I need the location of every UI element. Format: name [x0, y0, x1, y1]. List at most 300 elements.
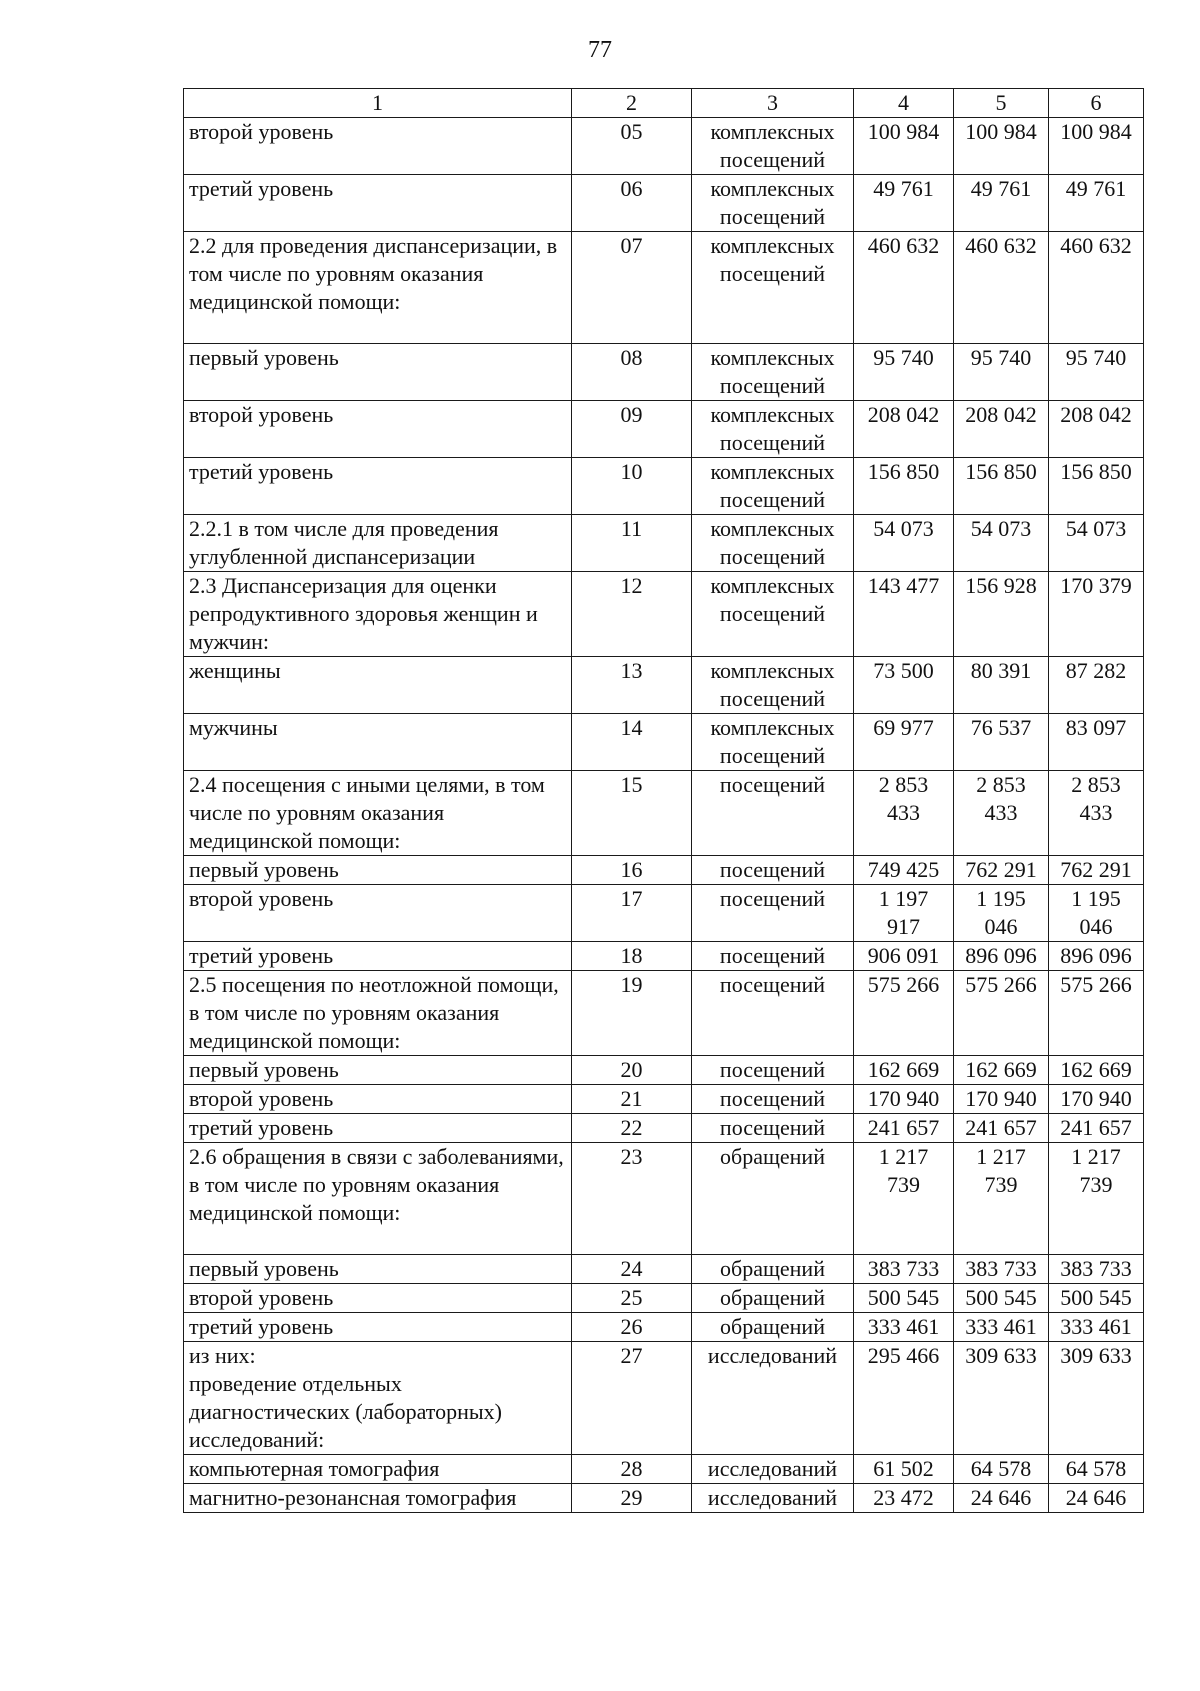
value-cell-col6 [1049, 1085, 1144, 1114]
row-unit-cell [692, 1313, 854, 1342]
unit-line: посещений [719, 686, 826, 711]
row-code-cell: 27 [572, 1342, 692, 1455]
value-line: 046 [1079, 914, 1113, 939]
value-line: 500 545 [965, 1285, 1037, 1310]
value-cell-col5 [954, 856, 1049, 885]
unit-line: комплексных [710, 459, 835, 484]
value-line: 460 632 [965, 233, 1037, 258]
row-unit-cell [692, 401, 854, 458]
row-unit-cell [692, 175, 854, 232]
value-line: 100 984 [1060, 119, 1132, 144]
row-code-cell: 06 [572, 175, 692, 232]
table-row [184, 1313, 1144, 1342]
value-cell-col5 [954, 1085, 1049, 1114]
unit-line: посещений [719, 204, 826, 229]
unit-line: комплексных [710, 176, 835, 201]
value-cell-col4 [854, 1313, 954, 1342]
row-code-cell: 18 [572, 942, 692, 971]
value-line: 460 632 [867, 233, 940, 258]
row-unit-cell [692, 971, 854, 1056]
value-cell-col6 [1049, 572, 1144, 657]
value-cell-col5 [954, 1284, 1049, 1313]
table-row [184, 771, 1144, 856]
row-unit-cell [692, 515, 854, 572]
table-row [184, 344, 1144, 401]
table-row [184, 1255, 1144, 1284]
value-line: 156 850 [1060, 459, 1132, 484]
value-line: 156 928 [965, 573, 1037, 598]
row-code-cell: 19 [572, 971, 692, 1056]
row-name-cell: второй уровень [184, 1284, 572, 1313]
value-cell-col4 [854, 1056, 954, 1085]
value-line: 162 669 [867, 1057, 940, 1082]
value-line: 95 740 [970, 345, 1032, 370]
value-line: 575 266 [965, 972, 1037, 997]
value-cell-col5 [954, 885, 1049, 942]
value-line: 749 425 [867, 857, 940, 882]
value-line: 87 282 [1065, 658, 1127, 683]
value-line: 309 633 [965, 1343, 1037, 1368]
table-row [184, 1484, 1144, 1513]
value-cell-col6 [1049, 942, 1144, 971]
table-row [184, 515, 1144, 572]
row-code-cell: 14 [572, 714, 692, 771]
row-unit-cell [692, 1143, 854, 1255]
row-name-cell: 2.2 для проведения диспансеризации, в том числе по уровням оказания медицинской помощи: [184, 232, 572, 344]
value-line: 95 740 [873, 345, 934, 370]
value-cell-col4 [854, 1484, 954, 1513]
row-name-cell: компьютерная томография [184, 1455, 572, 1484]
unit-line: комплексных [710, 715, 835, 740]
value-cell-col4 [854, 1284, 954, 1313]
unit-line: посещений [719, 743, 826, 768]
value-cell-col5 [954, 1313, 1049, 1342]
unit-line: посещений [719, 943, 826, 968]
value-cell-col6 [1049, 1255, 1144, 1284]
table-row [184, 1342, 1144, 1455]
value-cell-col5 [954, 344, 1049, 401]
unit-line: комплексных [710, 573, 835, 598]
value-cell-col5 [954, 1114, 1049, 1143]
value-line: 49 761 [1065, 176, 1127, 201]
row-unit-cell [692, 1085, 854, 1114]
row-code-cell: 28 [572, 1455, 692, 1484]
value-cell-col4 [854, 344, 954, 401]
value-cell-col4 [854, 1143, 954, 1255]
row-code-cell: 17 [572, 885, 692, 942]
value-cell-col4 [854, 401, 954, 458]
header-cell-3: 3 [692, 89, 854, 118]
value-line: 762 291 [1060, 857, 1132, 882]
row-unit-cell [692, 657, 854, 714]
value-line: 1 195 [1071, 886, 1121, 911]
value-line: 333 461 [1060, 1314, 1132, 1339]
table-row [184, 458, 1144, 515]
value-cell-col6 [1049, 1284, 1144, 1313]
unit-line: посещений [719, 886, 826, 911]
unit-line: комплексных [710, 402, 835, 427]
row-name-cell: второй уровень [184, 885, 572, 942]
unit-line: посещений [719, 972, 826, 997]
value-cell-col5 [954, 971, 1049, 1056]
value-cell-col4 [854, 942, 954, 971]
value-cell-col5 [954, 771, 1049, 856]
value-line: 49 761 [873, 176, 934, 201]
value-cell-col4 [854, 572, 954, 657]
row-code-cell: 15 [572, 771, 692, 856]
row-name-cell: 2.4 посещения с иными целями, в том числе по уровням оказания медицинской помощи: [184, 771, 572, 856]
unit-line: обращений [720, 1314, 825, 1339]
header-cell-1: 1 [184, 89, 572, 118]
value-cell-col4 [854, 1455, 954, 1484]
row-name-cell: 2.2.1 в том числе для проведения углубленной диспансеризации [184, 515, 572, 572]
value-cell-col5 [954, 175, 1049, 232]
table-row [184, 942, 1144, 971]
value-line: 143 477 [867, 573, 940, 598]
value-line: 383 733 [1060, 1256, 1132, 1281]
value-line: 100 984 [965, 119, 1037, 144]
value-cell-col4 [854, 885, 954, 942]
row-unit-cell [692, 1056, 854, 1085]
table-row [184, 1085, 1144, 1114]
unit-line: комплексных [710, 345, 835, 370]
value-line: 54 073 [970, 516, 1032, 541]
row-name-cell: третий уровень [184, 1114, 572, 1143]
row-unit-cell [692, 344, 854, 401]
value-line: 208 042 [965, 402, 1037, 427]
value-line: 1 197 [878, 886, 929, 911]
row-code-cell: 29 [572, 1484, 692, 1513]
value-line: 2 853 [878, 772, 929, 797]
value-line: 241 657 [867, 1115, 940, 1140]
value-cell-col4 [854, 856, 954, 885]
value-line: 500 545 [1060, 1285, 1132, 1310]
value-cell-col6 [1049, 458, 1144, 515]
value-cell-col4 [854, 1255, 954, 1284]
value-line: 170 940 [867, 1086, 940, 1111]
value-cell-col6 [1049, 1143, 1144, 1255]
value-cell-col6 [1049, 1313, 1144, 1342]
table-row [184, 1056, 1144, 1085]
unit-line: посещений [719, 1086, 826, 1111]
value-line: 170 940 [1060, 1086, 1132, 1111]
row-code-cell: 05 [572, 118, 692, 175]
value-line: 333 461 [867, 1314, 940, 1339]
unit-line: исследований [707, 1485, 838, 1510]
value-line: 1 217 [976, 1144, 1026, 1169]
table-row [184, 714, 1144, 771]
unit-line: посещений [719, 147, 826, 172]
row-unit-cell [692, 942, 854, 971]
value-line: 156 850 [867, 459, 940, 484]
value-cell-col6 [1049, 401, 1144, 458]
value-line: 500 545 [867, 1285, 940, 1310]
value-cell-col4 [854, 515, 954, 572]
row-unit-cell [692, 572, 854, 657]
row-code-cell: 20 [572, 1056, 692, 1085]
value-cell-col5 [954, 458, 1049, 515]
value-line: 156 850 [965, 459, 1037, 484]
unit-line: посещений [719, 261, 826, 286]
value-line: 906 091 [867, 943, 940, 968]
value-line: 162 669 [1060, 1057, 1132, 1082]
value-cell-col5 [954, 232, 1049, 344]
row-code-cell: 16 [572, 856, 692, 885]
row-code-cell: 08 [572, 344, 692, 401]
value-line: 2 853 [1071, 772, 1121, 797]
value-cell-col5 [954, 1255, 1049, 1284]
row-code-cell: 10 [572, 458, 692, 515]
value-cell-col4 [854, 1085, 954, 1114]
row-code-cell: 22 [572, 1114, 692, 1143]
value-line: 83 097 [1065, 715, 1127, 740]
value-line: 23 472 [873, 1485, 934, 1510]
value-cell-col5 [954, 714, 1049, 771]
value-line: 61 502 [873, 1456, 934, 1481]
value-line: 54 073 [1065, 516, 1127, 541]
table-row [184, 1455, 1144, 1484]
value-line: 433 [984, 800, 1018, 825]
value-line: 575 266 [867, 972, 940, 997]
row-unit-cell [692, 1255, 854, 1284]
value-line: 383 733 [965, 1256, 1037, 1281]
page-number: 77 [588, 37, 612, 63]
row-unit-cell [692, 1114, 854, 1143]
row-unit-cell [692, 1284, 854, 1313]
row-name-cell: второй уровень [184, 401, 572, 458]
value-cell-col5 [954, 515, 1049, 572]
value-cell-col6 [1049, 232, 1144, 344]
value-line: 241 657 [1060, 1115, 1132, 1140]
value-line: 1 217 [1071, 1144, 1121, 1169]
value-line: 575 266 [1060, 972, 1132, 997]
value-cell-col5 [954, 657, 1049, 714]
value-line: 49 761 [970, 176, 1032, 201]
value-cell-col6 [1049, 714, 1144, 771]
row-unit-cell [692, 458, 854, 515]
header-cell-2: 2 [572, 89, 692, 118]
unit-line: комплексных [710, 658, 835, 683]
unit-line: комплексных [710, 516, 835, 541]
value-line: 383 733 [867, 1256, 940, 1281]
row-code-cell: 13 [572, 657, 692, 714]
volume-table [183, 88, 1144, 1513]
value-cell-col6 [1049, 175, 1144, 232]
value-line: 170 379 [1060, 573, 1132, 598]
row-unit-cell [692, 856, 854, 885]
value-line: 54 073 [873, 516, 934, 541]
value-cell-col5 [954, 1342, 1049, 1455]
value-cell-col5 [954, 1143, 1049, 1255]
value-cell-col6 [1049, 885, 1144, 942]
value-line: 24 646 [970, 1485, 1032, 1510]
value-cell-col4 [854, 714, 954, 771]
row-unit-cell [692, 1342, 854, 1455]
row-unit-cell [692, 1455, 854, 1484]
value-line: 333 461 [965, 1314, 1037, 1339]
value-line: 2 853 [976, 772, 1026, 797]
value-line: 95 740 [1065, 345, 1127, 370]
unit-line: обращений [720, 1256, 825, 1281]
table-row [184, 572, 1144, 657]
value-cell-col6 [1049, 657, 1144, 714]
value-line: 80 391 [970, 658, 1032, 683]
unit-line: посещений [719, 373, 826, 398]
value-cell-col4 [854, 458, 954, 515]
row-name-cell: третий уровень [184, 458, 572, 515]
value-cell-col6 [1049, 344, 1144, 401]
value-line: 100 984 [867, 119, 940, 144]
header-cell-4: 4 [854, 89, 954, 118]
value-line: 1 195 [976, 886, 1026, 911]
row-name-cell: магнитно-резонансная томография [184, 1484, 572, 1513]
row-name-cell: 2.5 посещения по неотложной помощи, в том числе по уровням оказания медицинской помощи: [184, 971, 572, 1056]
unit-line: комплексных [710, 119, 835, 144]
row-name-cell: третий уровень [184, 1313, 572, 1342]
unit-line: обращений [720, 1285, 825, 1310]
value-cell-col6 [1049, 1114, 1144, 1143]
value-line: 64 578 [970, 1456, 1032, 1481]
value-cell-col5 [954, 942, 1049, 971]
value-cell-col5 [954, 401, 1049, 458]
row-name-cell: 2.6 обращения в связи с заболеваниями, в том числе по уровням оказания медицинской помощи: [184, 1143, 572, 1255]
value-cell-col4 [854, 1114, 954, 1143]
value-cell-col4 [854, 118, 954, 175]
value-line: 896 096 [965, 943, 1037, 968]
value-cell-col6 [1049, 118, 1144, 175]
header-cell-5: 5 [954, 89, 1049, 118]
value-line: 917 [887, 914, 920, 939]
table-row [184, 118, 1144, 175]
row-name-cell: второй уровень [184, 1085, 572, 1114]
table-header-row [184, 89, 1144, 118]
value-cell-col6 [1049, 1056, 1144, 1085]
value-line: 896 096 [1060, 943, 1132, 968]
table-body [184, 89, 1144, 1513]
value-line: 208 042 [1060, 402, 1132, 427]
value-line: 046 [984, 914, 1018, 939]
row-code-cell: 25 [572, 1284, 692, 1313]
value-line: 309 633 [1060, 1343, 1132, 1368]
row-code-cell: 07 [572, 232, 692, 344]
value-cell-col6 [1049, 856, 1144, 885]
row-name-cell: женщины [184, 657, 572, 714]
unit-line: посещений [719, 601, 826, 626]
value-line: 739 [1079, 1172, 1113, 1197]
unit-line: исследований [707, 1343, 838, 1368]
value-cell-col6 [1049, 971, 1144, 1056]
value-line: 295 466 [867, 1343, 940, 1368]
unit-line: посещений [719, 772, 826, 797]
unit-line: посещений [719, 544, 826, 569]
row-code-cell: 26 [572, 1313, 692, 1342]
value-line: 739 [887, 1172, 920, 1197]
value-line: 170 940 [965, 1086, 1037, 1111]
value-cell-col5 [954, 572, 1049, 657]
value-line: 73 500 [873, 658, 934, 683]
row-unit-cell [692, 1484, 854, 1513]
table-row [184, 232, 1144, 344]
value-cell-col6 [1049, 1455, 1144, 1484]
row-name-cell: первый уровень [184, 1056, 572, 1085]
row-name-cell: третий уровень [184, 942, 572, 971]
row-name-cell: третий уровень [184, 175, 572, 232]
value-line: 241 657 [965, 1115, 1037, 1140]
value-cell-col4 [854, 232, 954, 344]
value-line: 433 [1079, 800, 1113, 825]
row-unit-cell [692, 118, 854, 175]
row-name-cell: первый уровень [184, 344, 572, 401]
value-cell-col6 [1049, 1342, 1144, 1455]
value-cell-col4 [854, 971, 954, 1056]
row-name-cell: второй уровень [184, 118, 572, 175]
table-row [184, 971, 1144, 1056]
table-row [184, 1143, 1144, 1255]
value-line: 76 537 [970, 715, 1032, 740]
value-line: 460 632 [1060, 233, 1132, 258]
row-code-cell: 24 [572, 1255, 692, 1284]
table-row [184, 885, 1144, 942]
row-name-cell: первый уровень [184, 856, 572, 885]
value-line: 69 977 [873, 715, 934, 740]
row-unit-cell [692, 714, 854, 771]
value-cell-col6 [1049, 515, 1144, 572]
row-name-cell: 2.3 Диспансеризация для оценки репродуктивного здоровья женщин и мужчин: [184, 572, 572, 657]
table-row [184, 657, 1144, 714]
row-name-cell: первый уровень [184, 1255, 572, 1284]
value-line: 433 [887, 800, 920, 825]
row-unit-cell [692, 885, 854, 942]
value-cell-col6 [1049, 1484, 1144, 1513]
unit-line: посещений [719, 487, 826, 512]
value-line: 208 042 [867, 402, 940, 427]
unit-line: посещений [719, 1057, 826, 1082]
value-cell-col4 [854, 1342, 954, 1455]
table-row [184, 1114, 1144, 1143]
value-cell-col6 [1049, 771, 1144, 856]
row-unit-cell [692, 771, 854, 856]
value-cell-col5 [954, 118, 1049, 175]
row-code-cell: 12 [572, 572, 692, 657]
row-unit-cell [692, 232, 854, 344]
header-cell-6: 6 [1049, 89, 1144, 118]
table-row [184, 856, 1144, 885]
row-name-cell: из них: проведение отдельных диагностических (лабораторных) исследований: [184, 1342, 572, 1455]
value-cell-col4 [854, 771, 954, 856]
unit-line: исследований [707, 1456, 838, 1481]
row-code-cell: 09 [572, 401, 692, 458]
value-line: 1 217 [878, 1144, 929, 1169]
unit-line: посещений [719, 430, 826, 455]
value-cell-col4 [854, 175, 954, 232]
value-line: 762 291 [965, 857, 1037, 882]
row-code-cell: 21 [572, 1085, 692, 1114]
unit-line: посещений [719, 1115, 826, 1140]
unit-line: посещений [719, 857, 826, 882]
row-code-cell: 23 [572, 1143, 692, 1255]
value-line: 739 [984, 1172, 1018, 1197]
table-row [184, 401, 1144, 458]
row-name-cell: мужчины [184, 714, 572, 771]
value-cell-col5 [954, 1056, 1049, 1085]
value-cell-col4 [854, 657, 954, 714]
table-row [184, 1284, 1144, 1313]
unit-line: обращений [720, 1144, 825, 1169]
value-cell-col5 [954, 1455, 1049, 1484]
value-line: 24 646 [1065, 1485, 1127, 1510]
row-code-cell: 11 [572, 515, 692, 572]
value-cell-col5 [954, 1484, 1049, 1513]
